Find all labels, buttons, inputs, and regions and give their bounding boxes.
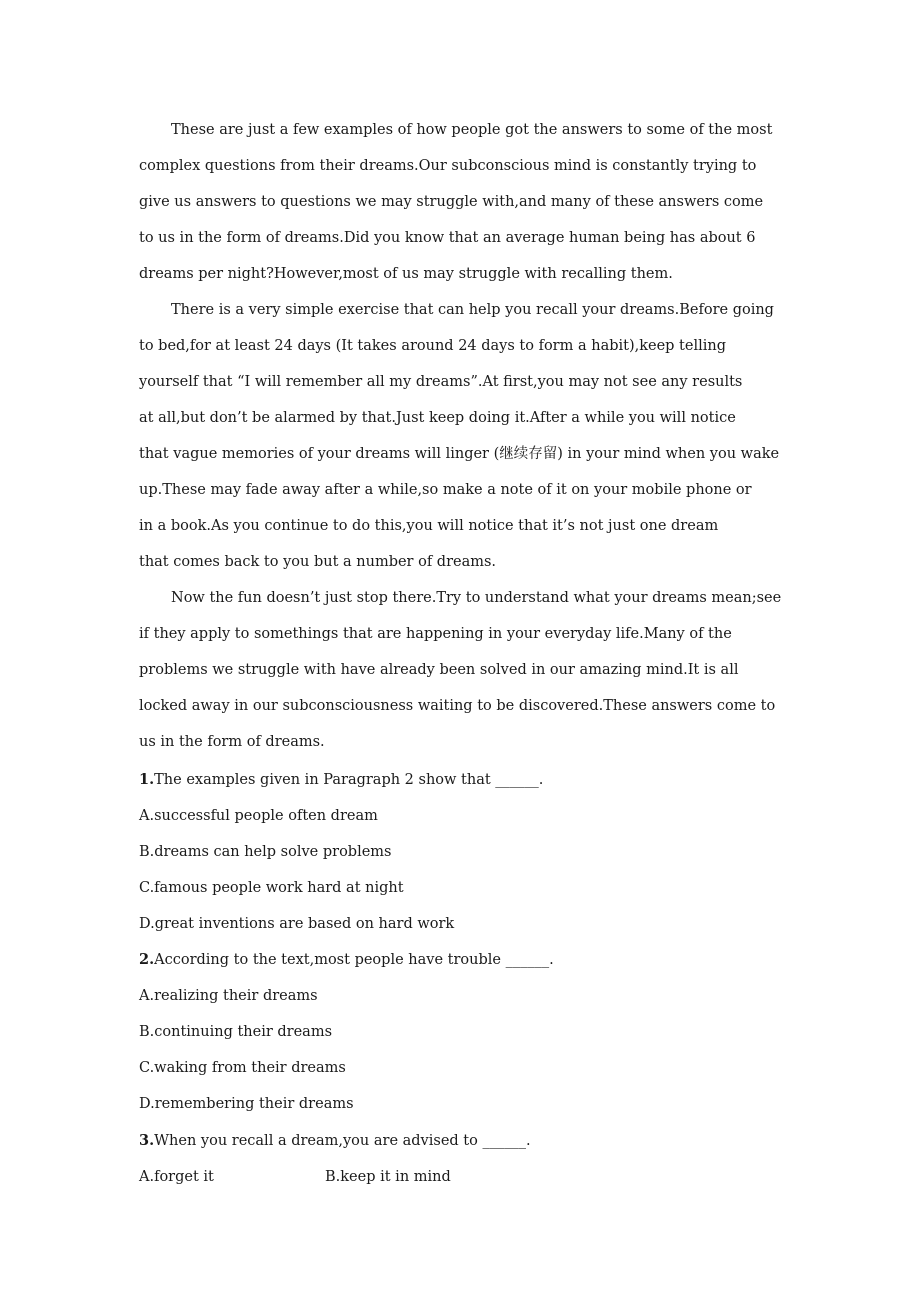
text-line: in a book.As you continue to do this,you will notice that it’s not just one dream xyxy=(139,518,719,534)
question-number: 1. xyxy=(139,771,155,788)
option-d: D.remembering their dreams xyxy=(139,1096,354,1112)
question-stem xyxy=(139,1131,531,1151)
text-line: problems we struggle with have already been solved in our amazing mind.It is all xyxy=(139,662,739,678)
option-a: A.successful people often dream xyxy=(139,808,378,824)
text-line: complex questions from their dreams.Our subconscious mind is constantly trying to xyxy=(139,158,757,174)
option-b: B.dreams can help solve problems xyxy=(139,844,392,860)
text-line: if they apply to somethings that are happening in your everyday life.Many of the xyxy=(139,626,732,642)
text-line: us in the form of dreams. xyxy=(139,734,325,750)
question-number: 2. xyxy=(139,951,155,968)
text-line: Now the fun doesn’t just stop there.Try to understand what your dreams mean;see xyxy=(171,590,782,606)
question-stem xyxy=(139,950,554,970)
text-line: These are just a few examples of how people got the answers to some of the most xyxy=(171,122,773,138)
option-c: C.waking from their dreams xyxy=(139,1060,346,1076)
text-line: up.These may fade away after a while,so make a note of it on your mobile phone or xyxy=(139,482,752,498)
text-line: dreams per night?However,most of us may struggle with recalling them. xyxy=(139,266,673,282)
question-number: 3. xyxy=(139,1132,155,1149)
option-a: A.forget it xyxy=(139,1169,214,1185)
option-c: C.famous people work hard at night xyxy=(139,880,404,896)
option-b: B.keep it in mind xyxy=(325,1169,451,1185)
text-line: locked away in our subconsciousness waiting to be discovered.These answers come to xyxy=(139,698,776,714)
option-a: A.realizing their dreams xyxy=(139,988,318,1004)
text-line: There is a very simple exercise that can help you recall your dreams.Before going xyxy=(171,302,774,318)
option-d: D.great inventions are based on hard work xyxy=(139,916,455,932)
text-line: yourself that “I will remember all my dreams”.At first,you may not see any results xyxy=(139,374,743,390)
text-line: to us in the form of dreams.Did you know that an average human being has about 6 xyxy=(139,230,756,246)
text-line: to bed,for at least 24 days (It takes around 24 days to form a habit),keep telling xyxy=(139,338,727,354)
question-text: According to the text,most people have trouble ______. xyxy=(154,952,554,968)
question-text: The examples given in Paragraph 2 show that ______. xyxy=(154,772,544,788)
text-line: at all,but don’t be alarmed by that.Just keep doing it.After a while you will notice xyxy=(139,410,736,426)
text-line: give us answers to questions we may struggle with,and many of these answers come xyxy=(139,194,764,210)
text-line: that comes back to you but a number of dreams. xyxy=(139,554,497,570)
question-stem xyxy=(139,770,543,790)
text-line: that vague memories of your dreams will linger (继续存留) in your mind when you wake xyxy=(139,446,780,462)
question-text: When you recall a dream,you are advised to ______. xyxy=(154,1133,531,1149)
option-b: B.continuing their dreams xyxy=(139,1024,333,1040)
